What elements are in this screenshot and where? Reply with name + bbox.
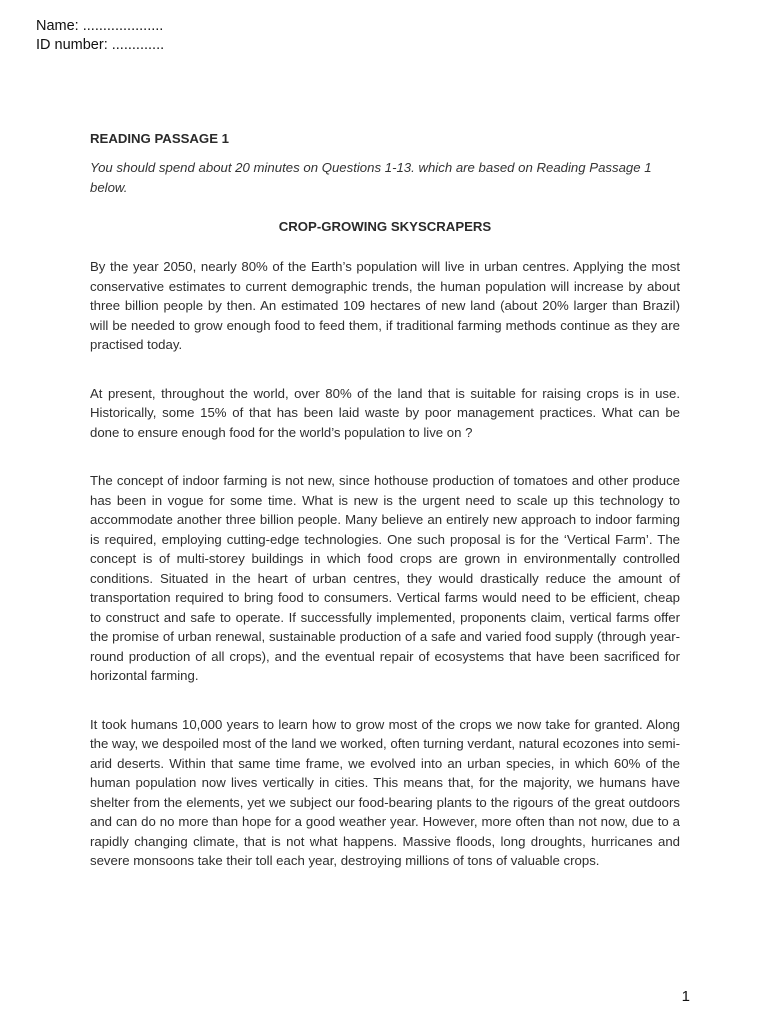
passage-title: CROP-GROWING SKYSCRAPERS — [278, 219, 492, 234]
name-field: Name: .................... — [36, 18, 164, 34]
section-title: READING PASSAGE 1 — [90, 131, 229, 146]
paragraph: By the year 2050, nearly 80% of the Earth’s population will live in urban centres. Applying the most conservative estimates to current demographic trends, the human population will increase by about three billion people by then. An estimated 109 hectares of new land (about 20% larger than Brazil) will be needed to grow enough food to feed them, if traditional farming methods continue as they are practised today. — [90, 259, 680, 352]
id-number-field: ID number: ............. — [36, 37, 165, 53]
paragraph: It took humans 10,000 years to learn how to grow most of the crops we now take for granted. Along the way, we despoiled most of the land we worked, often turning verdant, natural ecozones into semi-arid deserts. Within that same time frame, we evolved into an urban species, in which 60% of the human population now lives vertically in cities. This means that, for the majority, we humans have shelter from the elements, yet we subject our food-bearing plants to the rigours of the great outdoors and can do no more than hope for a good weather year. However, more often than not now, due to a rapidly changing climate, that is not what happens. Massive floods, long droughts, hurricanes and severe monsoons take their toll each year, destroying millions of tons of valuable crops. — [90, 716, 680, 868]
paragraph: At present, throughout the world, over 80% of the land that is suitable for raising crops is in use. Historically, some 15% of that has been laid waste by poor management practices. What can be done to ensure enough food for the world’s population to live on ? — [90, 385, 680, 440]
paragraph: The concept of indoor farming is not new, since hothouse production of tomatoes and other produce has been in vogue for some time. What is new is the urgent need to scale up this technology to accommodate another three billion people. Many believe an entirely new approach to indoor farming is required, employing cutting-edge technologies. One such proposal is for the ‘Vertical Farm’. The concept is of multi-storey buildings in which food crops are grown in environmentally controlled conditions. Situated in the heart of urban centres, they would drastically reduce the amount of transportation required to bring food to consumers. Vertical farms would need to be efficient, cheap to construct and safe to operate. If successfully implemented, proponents claim, vertical farms offer the promise of urban renewal, sustainable production of a safe and varied food supply (through year-round production of all crops), and the eventual repair of ecosystems that have been sacrificed for horizontal farming. — [90, 473, 680, 683]
passage-content — [90, 130, 680, 871]
page-number: 1 — [681, 988, 690, 1005]
instructions: You should spend about 20 minutes on Questions 1-13. which are based on Reading Passage 1 below. — [90, 160, 652, 195]
